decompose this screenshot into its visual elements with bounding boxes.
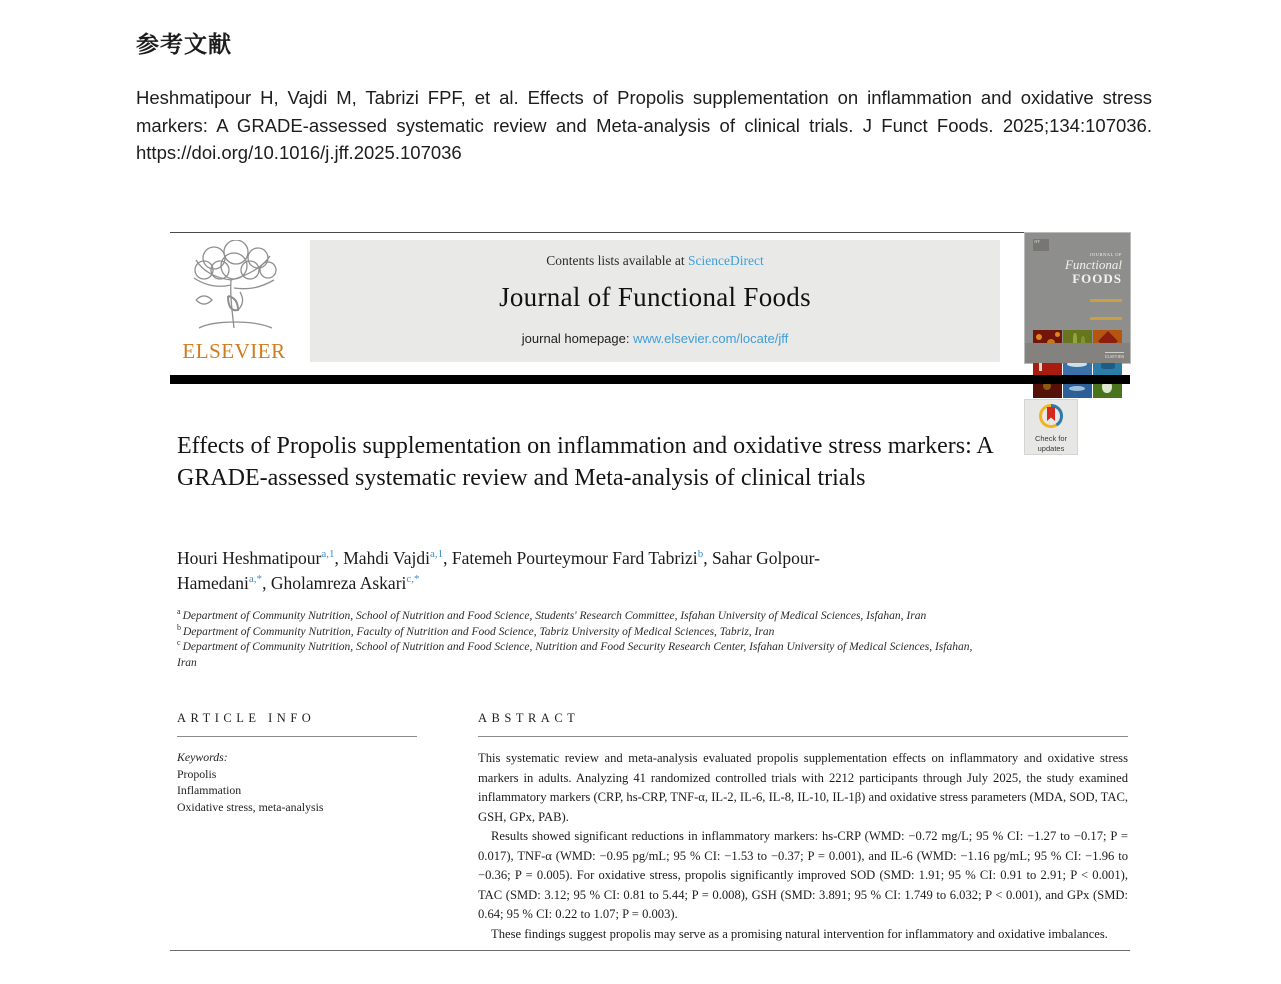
author: Gholamreza Askari$^{c,*}$: [270, 573, 420, 593]
cover-titles: [1033, 253, 1122, 285]
references-heading: 参考文献: [136, 31, 232, 57]
cover-footer-text: ELSEVIER: [1105, 354, 1124, 359]
cover-publisher-mark-icon: JFF: [1033, 239, 1049, 251]
crossmark-icon: [1038, 416, 1064, 433]
author-affiliation-sup[interactable]: c,*: [406, 573, 420, 586]
citation-text: Heshmatipour H, Vajdi M, Tabrizi FPF, et al. Effects of Propolis supplementation on inflammation and oxidative stress markers: A GRADE-assessed systematic review and Meta-analysis of clinical trials. J Funct Foods. 2025;134:107036. https://doi.org/10.1016/j.jff.2025.107036: [136, 87, 1152, 163]
author-affiliation-sup[interactable]: a,*: [248, 573, 263, 586]
affiliation: $^b$ Department of Community Nutrition, Faculty of Nutrition and Food Science, Tabriz University of Medical Sciences, Tabriz, Iran: [177, 622, 775, 638]
article-info-section: [177, 711, 472, 815]
cover-image-grid: [1033, 330, 1122, 398]
abstract-paragraph: This systematic review and meta-analysis evaluated propolis supplementation effects on inflammatory and oxidative stress markers in adults. Analyzing 41 randomized controlled trials with 2212 participants through July 2025, the study examined inflammatory markers (CRP, hs-CRP, TNF-α, IL-2, IL-6, IL-8, IL-10, IL-1β) and oxidative stress parameters (MDA, SOD, TAC, GSH, GPx, PAB).: [478, 751, 1128, 824]
cover-title-script: Functional: [1064, 256, 1122, 272]
abstract-header: ABSTRACT: [478, 711, 580, 725]
cover-title-caps: FOODS: [1072, 270, 1122, 286]
author-affiliation-sup[interactable]: a,1: [321, 548, 335, 561]
author: Fatemeh Pourteymour Fard Tabrizi$^b$,: [451, 548, 712, 568]
author: Mahdi Vajdi$^{a,1}$,: [343, 548, 452, 568]
check-updates-label-line1: Check for: [1034, 434, 1068, 443]
author-affiliation-sup[interactable]: b: [697, 548, 704, 561]
keyword-item: Propolis: [177, 766, 217, 781]
journal-banner: [310, 240, 1000, 362]
contents-line: [310, 253, 1000, 269]
homepage-text: journal homepage:: [521, 331, 634, 346]
journal-name: Journal of Functional Foods: [499, 282, 811, 312]
journal-homepage-link[interactable]: www.elsevier.com/locate/jff: [633, 331, 789, 346]
author-list: [177, 546, 907, 596]
check-updates-label-line2: updates: [1037, 443, 1065, 453]
article-first-page: [170, 228, 1130, 962]
homepage-line: [310, 331, 1000, 346]
header-divider-bar: [170, 375, 1130, 384]
keywords-label: Keywords:: [177, 750, 228, 764]
abstract-rule: [478, 736, 1128, 737]
cover-editor-lines: [1033, 289, 1122, 325]
elsevier-tree-icon: [184, 323, 284, 340]
affiliation: $^c$ Department of Community Nutrition, School of Nutrition and Food Science, Nutrition and Food Security Research Center, Isfahan University of Medical Sciences, Isfahan, Iran: [177, 638, 973, 669]
elsevier-wordmark: ELSEVIER: [182, 339, 286, 363]
keywords-block: [177, 749, 472, 815]
abstract-paragraph: Results showed significant reductions in inflammatory markers: hs-CRP (WMD: −0.72 mg/L; 95 % CI: −1.27 to −0.17; P = 0.017), TNF-α (WMD: −0.95 pg/mL; 95 % CI: −1.53 to −0.37; P = 0.001), and IL-6 (WMD: −1.16 pg/mL; 95 % CI: −1.96 to −0.36; P = 0.005). For oxidative stress, propolis significantly improved SOD (SMD: 1.91; 95 % CI: 0.91 to 2.91; P < 0.001), TAC (SMD: 3.12; 95 % CI: 0.81 to 5.44; P = 0.008), GSH (SMD: 3.891; 95 % CI: 1.749 to 6.032; P < 0.001), and GPx (SMD: 0.64; 95 % CI: 0.22 to 1.07; P = 0.003).: [478, 829, 1128, 921]
cover-journal-of: JOURNAL OF: [1089, 252, 1122, 257]
author: Houri Heshmatipour$^{a,1}$,: [177, 548, 344, 568]
author-affiliation-sup[interactable]: a,1: [429, 548, 444, 561]
abstract-bottom-rule: [170, 950, 1130, 951]
elsevier-logo[interactable]: [170, 240, 298, 362]
keyword-item: Oxidative stress, meta-analysis: [177, 799, 324, 814]
author: Sahar Golpour-Hamedani$^{a,*}$,: [177, 548, 820, 593]
keyword-item: Inflammation: [177, 783, 242, 797]
abstract-paragraph: These findings suggest propolis may serve as a promising natural intervention for inflammatory and oxidative imbalances.: [491, 926, 1108, 941]
header-top-rule: [170, 232, 1130, 233]
abstract-section: [478, 711, 1128, 944]
contents-text: Contents lists available at: [546, 253, 688, 268]
article-title: Effects of Propolis supplementation on inflammation and oxidative stress markers: A GRADE-assessed systematic review and Meta-analysis of clinical trials: [177, 433, 993, 491]
affiliations: [177, 609, 989, 671]
article-info-rule: [177, 736, 417, 737]
sciencedirect-link[interactable]: ScienceDirect: [688, 253, 764, 268]
cover-footer: [1025, 343, 1130, 363]
check-for-updates-badge[interactable]: [1025, 400, 1077, 454]
article-info-header: ARTICLE INFO: [177, 711, 316, 725]
affiliation: $^a$ Department of Community Nutrition, School of Nutrition and Food Science, Students' Research Committee, Isfahan University of Medical Sciences, Isfahan, Iran: [177, 607, 927, 622]
journal-cover-thumbnail[interactable]: [1025, 233, 1130, 363]
